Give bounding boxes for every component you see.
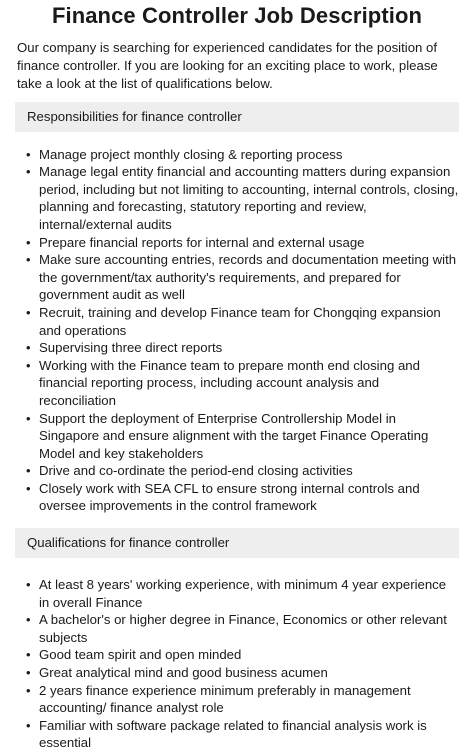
list-item-text: At least 8 years' working experience, with minimum 4 year experience in overall Finance (39, 577, 447, 610)
bullet-icon: • (26, 410, 31, 426)
qualifications-heading: Qualifications for finance controller (15, 528, 459, 558)
list-item (15, 646, 459, 664)
list-item-text: Supervising three direct reports (39, 340, 223, 356)
list-item (15, 234, 459, 252)
list-item-text: Closely work with SEA CFL to ensure strong internal controls and oversee improvements in the control framework (39, 480, 420, 514)
list-item-text: Manage project monthly closing & reporting process (39, 146, 343, 162)
list-item-text: A bachelor's or higher degree in Finance, Economics or other relevant subjects (39, 612, 447, 645)
bullet-icon: • (26, 612, 31, 628)
list-item (15, 357, 459, 410)
list-item (15, 576, 459, 611)
list-item-text: Support the deployment of Enterprise Controllership Model in Singapore and ensure alignment with the target Finance Operating Model and key stakeholders (39, 410, 429, 461)
bullet-icon: • (26, 665, 31, 681)
responsibilities-list (15, 146, 459, 515)
list-item (15, 339, 459, 357)
list-item (15, 480, 459, 515)
bullet-icon: • (26, 252, 31, 268)
list-item-text: 2 years finance experience minimum preferably in management accounting/ finance analyst role (39, 682, 411, 716)
list-item-text: Prepare financial reports for internal and external usage (39, 234, 365, 250)
bullet-icon: • (26, 682, 31, 698)
list-item-text: Great analytical mind and good business acumen (39, 665, 328, 681)
list-item-text: Familiar with software package related to financial analysis work is essential (39, 717, 427, 751)
list-item (15, 664, 459, 682)
bullet-icon: • (26, 463, 31, 479)
responsibilities-heading: Responsibilities for finance controller (15, 102, 459, 132)
list-item (15, 304, 459, 339)
list-item-text: Manage legal entity financial and accounting matters during expansion period, including but not limiting to accounting, internal controls, closing, planning and forecasting, statutory reporting and review, internal/external audits (39, 164, 459, 232)
list-item (15, 717, 459, 752)
bullet-icon: • (26, 357, 31, 373)
list-item (15, 410, 459, 463)
bullet-icon: • (26, 234, 31, 250)
list-item-text: Drive and co-ordinate the period-end closing activities (39, 463, 353, 479)
list-item (15, 163, 459, 233)
qualifications-list (15, 576, 459, 752)
bullet-icon: • (26, 647, 31, 663)
list-item (15, 462, 459, 480)
list-item (15, 146, 459, 164)
bullet-icon: • (26, 340, 31, 356)
intro-paragraph: Our company is searching for experienced candidates for the position of finance controller. If you are looking for an exciting place to work, please take a look at the list of qualifications below. (17, 40, 438, 92)
list-item (15, 251, 459, 304)
list-item (15, 682, 459, 717)
list-item-text: Recruit, training and develop Finance team for Chongqing expansion and operations (39, 304, 441, 338)
list-item-text: Make sure accounting entries, records and documentation meeting with the government/tax authority's requirements, and prepared for government audit as well (39, 252, 457, 303)
bullet-icon: • (26, 717, 31, 733)
bullet-icon: • (26, 480, 31, 496)
list-item-text: Working with the Finance team to prepare month end closing and financial reporting process, including account analysis and reconciliation (39, 357, 420, 408)
bullet-icon: • (26, 577, 31, 593)
list-item-text: Good team spirit and open minded (39, 647, 242, 663)
bullet-icon: • (26, 146, 31, 162)
bullet-icon: • (26, 304, 31, 320)
bullet-icon: • (26, 164, 31, 180)
page-title: Finance Controller Job Description (51, 3, 423, 28)
list-item (15, 611, 459, 646)
